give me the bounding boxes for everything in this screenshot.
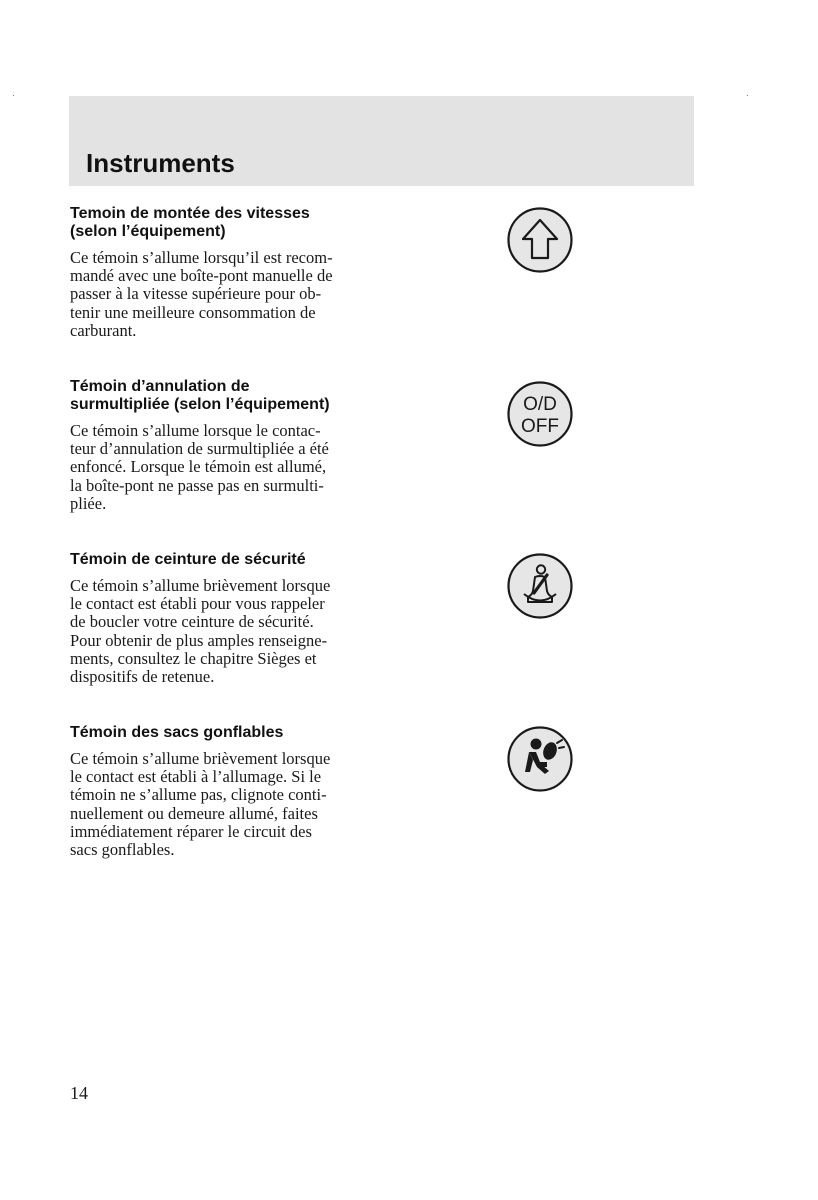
body-line: enfoncé. Lorsque le témoin est allumé, [70,457,327,477]
body-line: pliée. [70,493,107,513]
body-line: de boucler votre ceinture de sécurité. [70,612,314,632]
heading-line: Temoin de montée des vitesses [70,205,310,222]
section-heading [70,205,390,241]
heading-line: Témoin de ceinture de sécurité [70,551,306,568]
section-heading [70,551,390,569]
section-body [70,577,390,686]
body-line: immédiatement réparer le circuit des [70,821,312,841]
body-line: Pour obtenir de plus amples renseigne- [70,630,328,650]
body-line: nuellement ou demeure allumé, faites [70,803,318,823]
section-seatbelt-indicator [70,551,390,686]
heading-line: (selon l’équipement) [70,223,226,240]
section-overdrive-off-indicator [70,378,390,513]
seatbelt-icon [507,553,573,619]
body-line: mandé avec une boîte-pont manuelle de [70,266,333,286]
section-heading [70,724,390,742]
crop-mark-left: · [12,91,15,100]
crop-mark-right: · [746,91,749,100]
body-line: sacs gonflables. [70,840,175,860]
body-line: Ce témoin s’allume lorsqu’il est recom- [70,248,333,267]
body-line: témoin ne s’allume pas, clignote conti- [70,785,327,805]
heading-line: surmultipliée (selon l’équipement) [70,396,330,413]
body-line: le contact est établi à l’allumage. Si le [70,767,322,787]
body-line: Ce témoin s’allume lorsque le contac- [70,421,321,440]
section-upshift-indicator [70,205,390,340]
body-line: carburant. [70,320,137,340]
body-line: la boîte-pont ne passe pas en surmulti- [70,475,324,495]
overdrive-label-bottom: OFF [521,416,559,437]
upshift-arrow-icon [507,207,573,273]
page-title: Instruments [86,148,235,178]
header-band [69,96,694,186]
body-line: le contact est établi pour vous rappeler [70,594,325,614]
body-line: passer à la vitesse supérieure pour ob- [70,284,322,304]
airbag-icon [507,726,573,792]
body-line: teur d’annulation de surmultipliée a été [70,439,329,459]
body-line: Ce témoin s’allume brièvement lorsque [70,749,331,768]
heading-line: Témoin d’annulation de [70,378,250,395]
section-body [70,249,390,340]
body-line: tenir une meilleure consommation de [70,302,316,322]
overdrive-off-icon [507,381,573,447]
page-number: 14 [70,1083,88,1103]
body-line: Ce témoin s’allume brièvement lorsque [70,576,331,595]
body-line: dispositifs de retenue. [70,667,215,687]
section-body [70,422,390,513]
body-line: ments, consultez le chapitre Sièges et [70,648,317,668]
section-body [70,750,390,859]
section-airbag-indicator [70,724,390,859]
heading-line: Témoin des sacs gonflables [70,724,284,741]
overdrive-label-top: O/D [523,394,557,415]
section-heading [70,378,390,414]
